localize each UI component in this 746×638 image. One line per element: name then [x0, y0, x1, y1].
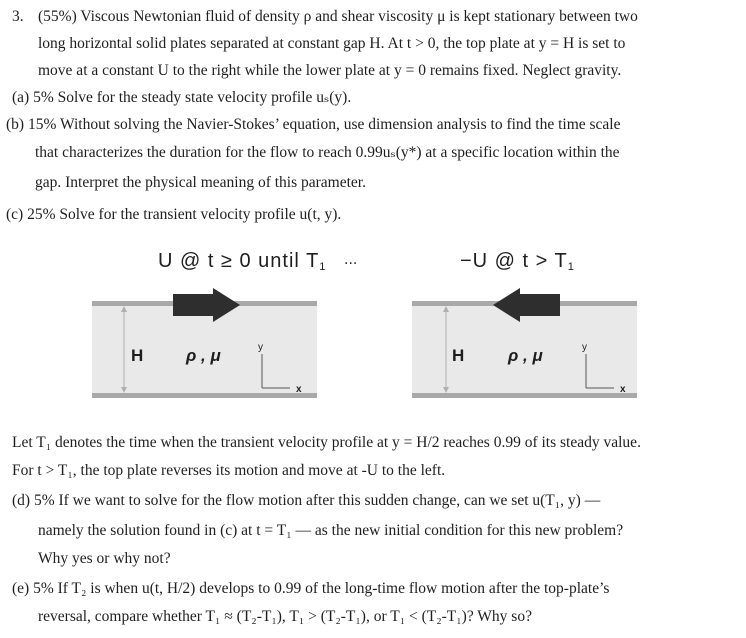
problem-number: 3. [12, 8, 24, 25]
right-gap-label: H [452, 346, 465, 365]
part-e-line-1: (e) 5% If T₂ is when u(t, H/2) develops to 0.99 of the long-time flow motion after the top-plate’s [12, 580, 610, 597]
part-e-line-2: reversal, compare whether T₁ ≈ (T₂-T₁), T₁ > (T₂-T₁), or T₁ < (T₂-T₁)? Why so? [38, 608, 532, 625]
flow-figure [0, 280, 746, 420]
intro-line-1: (55%) Viscous Newtonian fluid of density ρ and shear viscosity μ is kept stationary between two [38, 8, 638, 25]
part-d-line-3: Why yes or why not? [38, 550, 171, 567]
left-panel [92, 288, 317, 398]
part-a: (a) 5% Solve for the steady state velocity profile uₛ(y). [12, 89, 352, 106]
intro-line-2: long horizontal solid plates separated at constant gap H. At t > 0, the top plate at y = H is set to [38, 35, 626, 52]
left-x-label: x [296, 384, 302, 395]
right-panel [412, 288, 637, 398]
right-y-label: y [582, 342, 587, 353]
left-panel-caption [158, 251, 326, 277]
ellipsis: ··· [344, 256, 358, 272]
right-caption-main: −U @ t > T [460, 250, 568, 272]
right-panel-caption [460, 251, 575, 277]
part-b-line-1: (b) 15% Without solving the Navier-Stokes’ equation, use dimension analysis to find the time scale [6, 116, 621, 133]
right-x-label: x [620, 384, 626, 395]
part-d-line-2: namely the solution found in (c) at t = T₁ — as the new initial condition for this new problem? [38, 522, 624, 539]
left-gap-label: H [131, 346, 144, 365]
right-property-label: ρ , μ [508, 346, 543, 365]
right-caption-subscript: 1 [567, 261, 575, 273]
part-c: (c) 25% Solve for the transient velocity profile u(t, y). [6, 206, 342, 223]
left-property-label: ρ , μ [186, 346, 221, 365]
intro-line-3: move at a constant U to the right while the lower plate at y = 0 remains fixed. Neglect gravity. [38, 62, 622, 79]
left-y-label: y [258, 342, 263, 353]
continuation-line-1: Let T₁ denotes the time when the transient velocity profile at y = H/2 reaches 0.99 of its steady value. [12, 434, 641, 451]
left-caption-subscript: 1 [319, 261, 327, 273]
continuation-line-2: For t > T₁, the top plate reverses its motion and move at -U to the left. [12, 462, 446, 479]
left-bottom-plate [92, 393, 317, 398]
part-b-line-2: that characterizes the duration for the flow to reach 0.99uₛ(y*) at a specific location within the [35, 144, 620, 161]
left-caption-main: U @ t ≥ 0 until T [158, 250, 320, 272]
part-b-line-3: gap. Interpret the physical meaning of this parameter. [35, 174, 366, 191]
right-bottom-plate [412, 393, 637, 398]
part-d-line-1: (d) 5% If we want to solve for the flow motion after this sudden change, can we set u(T₁, y) — [12, 492, 601, 509]
